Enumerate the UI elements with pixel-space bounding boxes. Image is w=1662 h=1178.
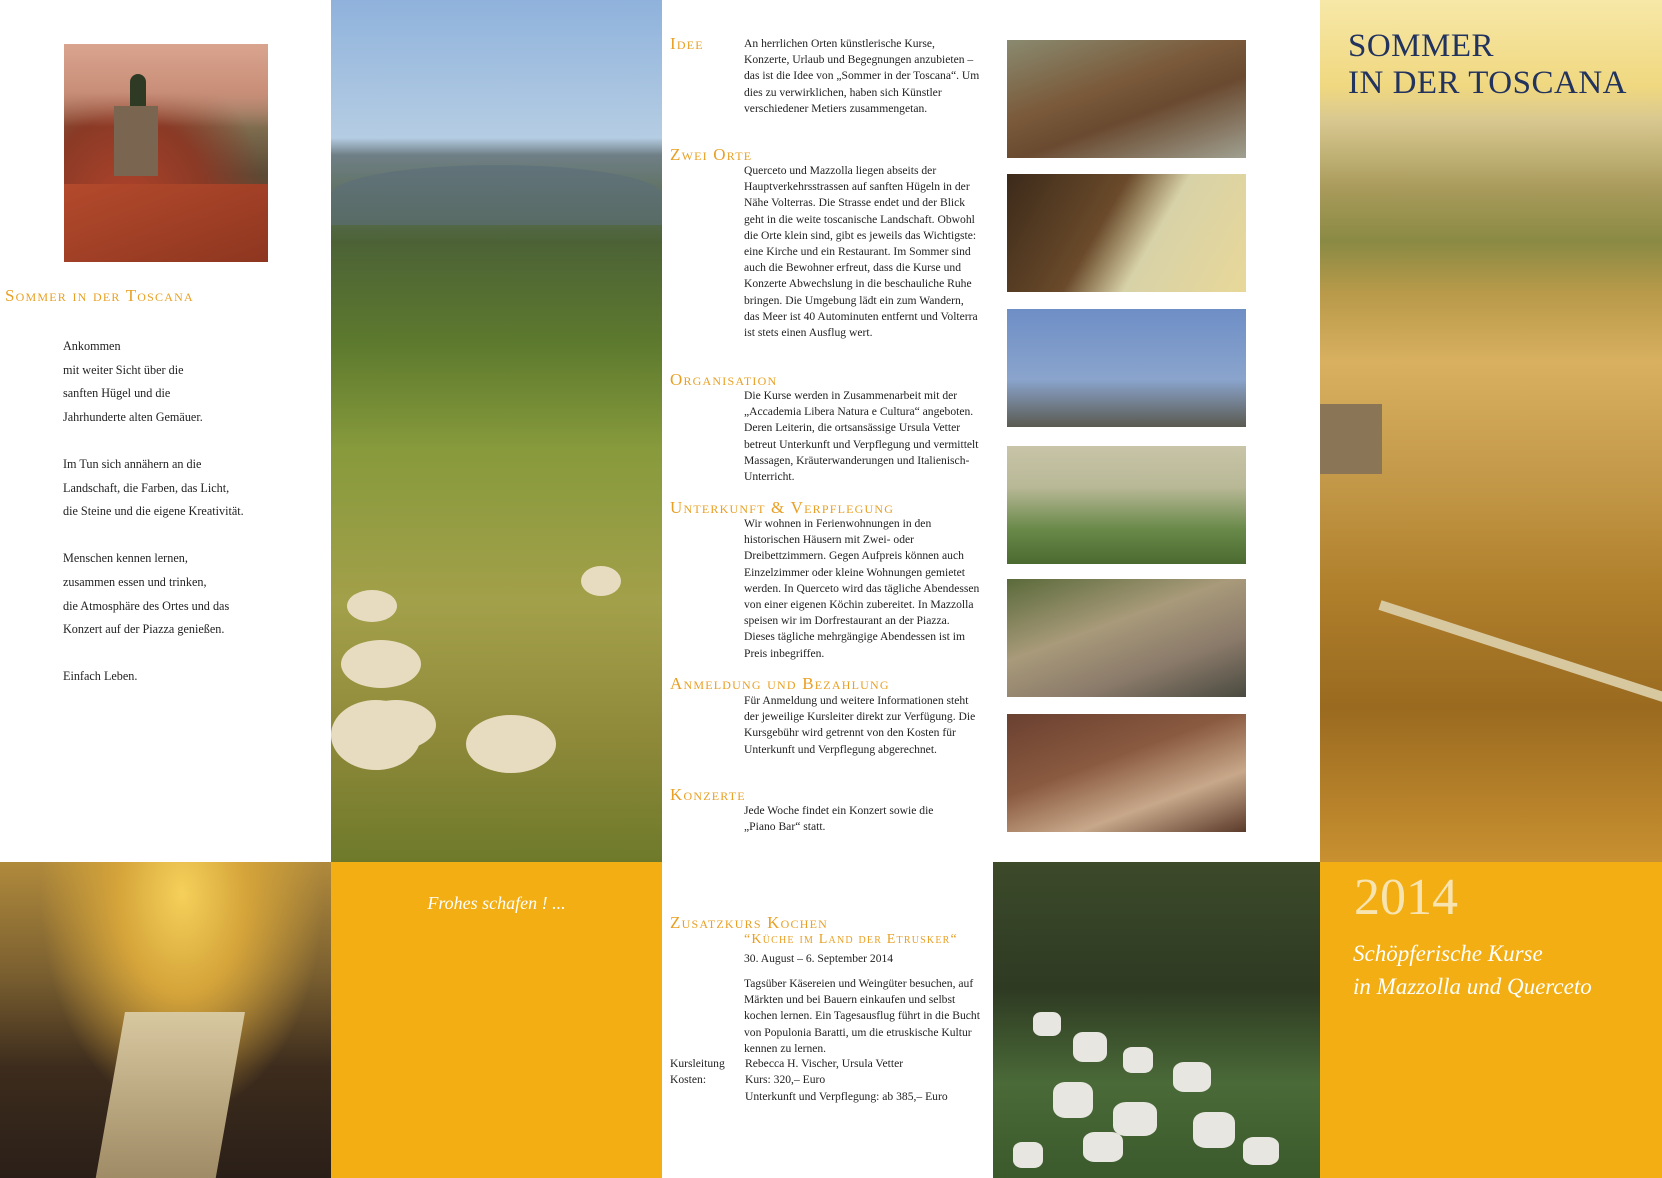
poem-line: sanften Hügel und die <box>63 386 171 401</box>
castle-rooftops-photo <box>64 44 268 262</box>
white-stone <box>1243 1137 1279 1165</box>
wine-glass-photo <box>1007 174 1246 292</box>
cover-title <box>1348 28 1627 102</box>
sheep <box>341 640 421 688</box>
text-unterkunft: Wir wohnen in Ferienwohnungen in den historischen Häusern mit Zwei- oder Dreibettzimmern. Gegen Aufpreis können auch Einzelzimmer oder kleine Wohnungen gemietet werden. In Querceto wird das tägliche Abendessen von einer eigenen Köchin zubereitet. In Mazzolla speisen wir im Dorfrestaurant an der Piazza. Dieses tägliche mehrgängige Abendessen ist im Preis inbegriffen. <box>744 517 980 660</box>
heading-zusatzkurs: Zusatzkurs Kochen <box>670 913 828 932</box>
cover-subtitle-line2: in Mazzolla und Querceto <box>1353 974 1592 999</box>
cover-title-line1: SOMMER <box>1348 28 1495 64</box>
white-stone <box>1173 1062 1211 1092</box>
course-dates: 30. August – 6. September 2014 <box>744 952 894 965</box>
leader-label: Kursleitung <box>670 1057 725 1070</box>
heading-idee: Idee <box>670 34 704 53</box>
cover-title-line2: IN DER TOSCANA <box>1348 65 1627 101</box>
course-text: Tagsüber Käsereien und Weingüter besuchen, auf Märkten und bei Bauern einkaufen und selbst kochen lernen. Ein Tagesausflug führt in die Bucht von Populonia Baratti, um die etruskische Kultur kennen zu lernen. <box>744 977 980 1055</box>
left-section-title: Sommer in der Toscana <box>5 286 194 305</box>
stone-sculpture-garden-photo <box>993 862 1323 1178</box>
heading-organisation: Organisation <box>670 370 778 389</box>
sheep <box>466 715 556 773</box>
subheading-kueche: “Küche im Land der Etrusker“ <box>744 932 958 947</box>
poem-line: zusammen essen und trinken, <box>63 574 207 589</box>
tagline: Frohes schafen ! ... <box>427 893 566 913</box>
heading-anmeldung: Anmeldung und Bezahlung <box>670 674 890 693</box>
text-anmeldung: Für Anmeldung und weitere Informationen steht der jeweilige Kursleiter direkt zur Verfügung. Die Kursgebühr wird getrennt von den Kosten für Unterkunft und Verpflegung abgerechnet. <box>744 694 976 756</box>
heading-konzerte: Konzerte <box>670 785 746 804</box>
white-stone <box>1083 1132 1123 1162</box>
dinner-table <box>95 1012 245 1178</box>
poem-line: Konzert auf der Piazza genießen. <box>63 622 225 637</box>
distant-hills <box>331 165 662 225</box>
white-stone <box>1053 1082 1093 1118</box>
text-konzerte: Jede Woche findet ein Konzert sowie die „Piano Bar“ statt. <box>744 804 934 834</box>
poem-line: Landschaft, die Farben, das Licht, <box>63 480 230 495</box>
poem-line: Im Tun sich annähern an die <box>63 456 202 471</box>
poem-line: Jahrhunderte alten Gemäuer. <box>63 409 203 424</box>
text-idee: An herrlichen Orten künstlerische Kurse, Konzerte, Urlaub und Begegnungen anzubieten – das ist die Idee von „Sommer in der Toscana“. Um dies zu verwirklichen, haben sich Künstler verschiedener Metiers zusammengetan. <box>744 37 980 115</box>
text-zwei-orte: Querceto und Mazzolla liegen abseits der Hauptverkehrsstrassen auf sanften Hügeln in der Nähe Volterras. Die Strasse endet und der Blick geht in die weite toscanische Landschaft. Obwohl die Orte klein sind, gibt es jeweils das Wichtigste: eine Kirche und ein Restaurant. Im Sommer sind auch die Bewohner erfreut, dass die Kurse und Konzerte Abwechslung in die beschauliche Ruhe bringen. Die Umgebung lädt ein zum Wandern, das Meer ist 40 Autominuten entfernt und Volterra ist stets einen Ausflug wert. <box>744 164 978 340</box>
group-gathering-photo <box>1007 579 1246 697</box>
poem-line: Menschen kennen lernen, <box>63 551 188 566</box>
castle-tower <box>114 106 158 176</box>
sheep <box>331 700 421 770</box>
group-dinner-photo <box>0 862 331 1178</box>
poem-line: die Steine und die eigene Kreativität. <box>63 504 244 519</box>
white-stone <box>1013 1142 1043 1168</box>
cover-subtitle <box>1353 937 1592 1003</box>
poem-line: mit weiter Sicht über die <box>63 362 184 377</box>
cover-subtitle-line1: Schöpferische Kurse <box>1353 941 1543 966</box>
heading-unterkunft: Unterkunft & Verpflegung <box>670 498 895 517</box>
leader-value: Rebecca H. Vischer, Ursula Vetter <box>745 1057 904 1070</box>
country-road <box>1378 600 1662 702</box>
sheep-landscape-photo <box>331 0 662 862</box>
poem-line <box>63 642 244 666</box>
white-stone <box>1193 1112 1235 1148</box>
tent-garden-photo <box>1007 446 1246 564</box>
accordion-player-photo <box>1007 714 1246 832</box>
white-stone <box>1123 1047 1153 1073</box>
white-stone <box>1033 1012 1061 1036</box>
sheep <box>347 590 397 622</box>
cost-label: Kosten: <box>670 1073 707 1086</box>
cost-lodging: Unterkunft und Verpflegung: ab 385,– Euro <box>745 1090 948 1103</box>
white-stone <box>1073 1032 1107 1062</box>
cost-course: Kurs: 320,– Euro <box>745 1073 826 1086</box>
cover-year: 2014 <box>1354 869 1458 926</box>
terracotta-roofs <box>64 184 268 262</box>
poem-line <box>63 524 244 548</box>
poem-line: Ankommen <box>63 339 121 353</box>
intro-poem <box>63 335 244 689</box>
poem-line <box>63 429 244 453</box>
cover-landscape-photo <box>1320 0 1662 862</box>
poem-line: die Atmosphäre des Ortes und das <box>63 598 230 613</box>
farmhouse <box>1320 404 1382 474</box>
sheep <box>581 566 621 596</box>
white-stone <box>1113 1102 1157 1136</box>
photographers-photo <box>1007 309 1246 427</box>
heading-zwei-orte: Zwei Orte <box>670 145 753 164</box>
poem-line: Einfach Leben. <box>63 669 138 684</box>
text-organisation: Die Kurse werden in Zusammenarbeit mit der „Accademia Libera Natura e Cultura“ angeboten. Deren Leiterin, die ortsansässige Ursula Vetter betreut Unterkunft und Verpflegung und vermittelt Massagen, Kräuterwanderungen und Italienisch-Unterricht. <box>744 389 979 484</box>
stone-house-photo <box>1007 40 1246 158</box>
